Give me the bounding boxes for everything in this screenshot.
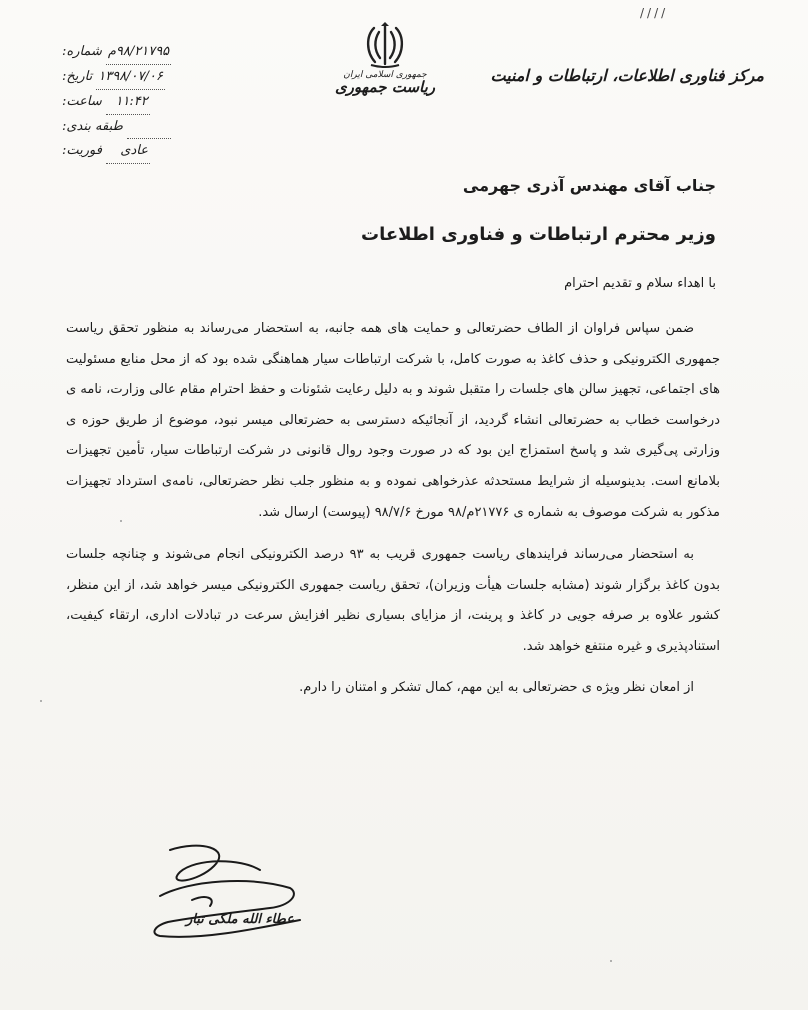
- signature-scribble-icon: [140, 836, 310, 946]
- meta-priority: [62, 139, 212, 164]
- letter-meta: [62, 40, 212, 164]
- emblem-block: [320, 22, 450, 96]
- body-paragraph-2: به استحضار می‌رساند فرایندهای ریاست جمهوری قریب به ۹۳ درصد الکترونیکی انجام می‌شوند و چنانچه جلسات بدون کاغذ برگزار شوند (مشابه جلسات هیأت وزیران)، تحقق ریاست جمهوری الکترونیکی میسر خواهد شد، از این منظر، کشور علاوه بر صرفه جویی در کاغذ و پرینت، از مزایای بسیاری نظیر افزایش سرعت در تبادلات اداری، ارتقاء کیفیت، استنادپذیری و غیره منتفع خواهد شد.: [66, 547, 720, 654]
- top-scribble: ////: [640, 6, 669, 20]
- signatory-name: عطاء الله ملکی تبار: [186, 912, 294, 927]
- addressee-title: وزیر محترم ارتباطات و فناوری اطلاعات: [361, 224, 716, 245]
- letter-body: [66, 314, 720, 703]
- meta-classification-label: طبقه بندی:: [62, 119, 123, 134]
- meta-classification-value: [127, 115, 171, 139]
- paper-speck: [40, 700, 42, 702]
- meta-classification: [62, 115, 212, 139]
- body-paragraph-3: از امعان نظر ویژه ی حضرتعالی به این مهم، کمال تشکر و امتنان را دارم.: [299, 679, 694, 695]
- meta-time-label: ساعت:: [62, 94, 102, 109]
- paper-speck: [610, 960, 612, 962]
- meta-number-label: شماره:: [62, 44, 102, 59]
- meta-time: [62, 90, 212, 115]
- emblem-caption-country: جمهوری اسلامی ایران: [343, 70, 427, 80]
- addressee-name: جناب آقای مهندس آذری جهرمی: [462, 176, 716, 195]
- meta-time-value: ۱۱:۴۲: [106, 90, 150, 115]
- iran-emblem-icon: [363, 22, 407, 68]
- emblem-caption-presidency: ریاست جمهوری: [334, 78, 436, 96]
- meta-date: [62, 65, 212, 90]
- meta-number: [62, 40, 212, 65]
- issuing-organization: مرکز فناوری اطلاعات، ارتباطات و امنیت: [490, 66, 764, 85]
- salutation: با اهداء سلام و تقدیم احترام: [564, 276, 716, 291]
- meta-number-value: ۹۸/۲۱۷۹۵م: [106, 40, 171, 65]
- meta-date-label: تاریخ:: [62, 69, 93, 84]
- paper-speck: [120, 520, 122, 522]
- body-paragraph-1: ضمن سپاس فراوان از الطاف حضرتعالی و حمایت های همه جانبه، به استحضار می‌رساند به منظور تحقق ریاست جمهوری الکترونیکی و حذف کاغذ به صورت کامل، با شرکت ارتباطات سیار هماهنگی شده بود که از محل منابع مسئولیت های اجتماعی، تجهیز سالن های جلسات را متقبل شوند و به دلیل رعایت شئونات و حفظ احترام مقام عالی وزارت، نامه ی درخواست خطاب به حضرتعالی انشاء گردید، از آنجائیکه دسترسی به حضرتعالی میسر نبود، موضوع از طریق حوزه ی وزارتی پی‌گیری شد و پاسخ استمزاج این بود که در صورت وجود روال قانونی در شرکت ارتباطات سیار، تأمین تجهیزات بلامانع است. بدینوسیله از شرایط مستحدثه عذرخواهی نموده و به منظور جلب نظر حضرتعالی، نامه‌ی استرداد تجهیزات مذکور به شرکت موصوف به شماره ی ۲۱۷۷۶م/۹۸ مورخ ۹۸/۷/۶ (پیوست) ارسال شد.: [66, 321, 720, 520]
- meta-priority-value: عادی: [106, 139, 150, 164]
- meta-date-value: ۱۳۹۸/۰۷/۰۶: [96, 65, 165, 90]
- meta-priority-label: فوریت:: [62, 143, 102, 158]
